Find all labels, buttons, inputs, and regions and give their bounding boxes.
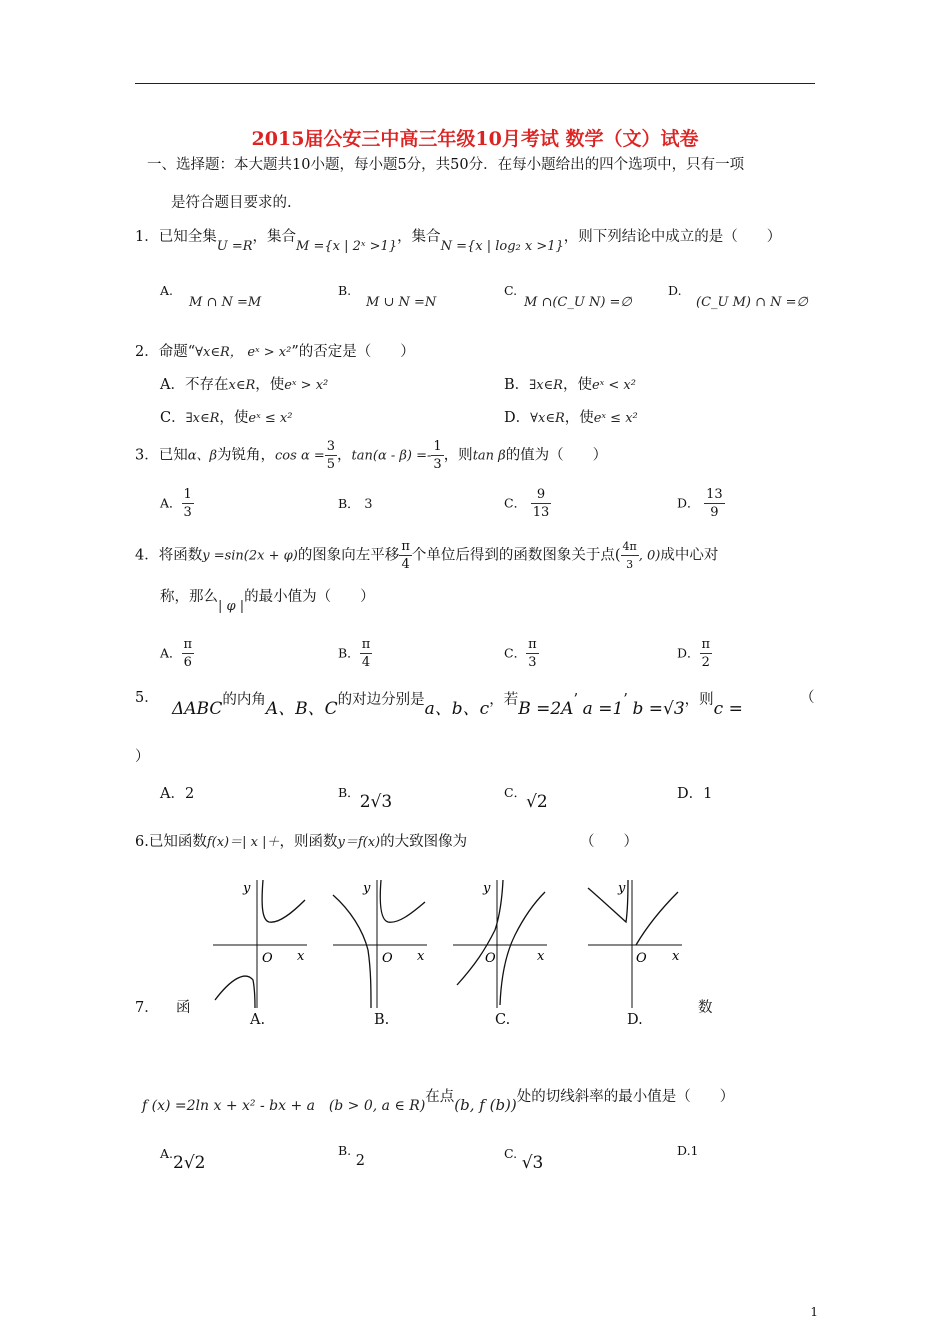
- axis-label-x: x: [417, 949, 425, 964]
- q2-option-math: eˣ < x²: [591, 378, 636, 393]
- q1-option-b-label: B.: [338, 283, 352, 298]
- numerator: 1: [433, 439, 442, 454]
- denominator: 4: [401, 557, 410, 572]
- q4-fraction: [399, 538, 412, 573]
- option-label: C．: [504, 645, 527, 661]
- option-label: C.: [504, 1146, 518, 1161]
- q5-text: 的对边分别是: [337, 692, 425, 708]
- q4-stem-line1: [135, 538, 718, 573]
- denominator: 3: [433, 457, 442, 472]
- q1-stem: [135, 225, 782, 254]
- q2-option-math: eˣ ≤ x²: [248, 411, 293, 426]
- q3-math: α、β: [187, 448, 218, 464]
- q1-option-a: M ∩ N =M: [189, 295, 262, 310]
- q1-option-b: M ∪ N =N: [366, 295, 437, 310]
- q1-math-set-m: M ={x | 2ˣ >1}: [296, 239, 398, 254]
- q5-text: ，则: [684, 692, 714, 708]
- q4-option-d: [677, 636, 712, 671]
- q3-stem: [135, 438, 607, 473]
- q4-option-c: [504, 636, 539, 671]
- fraction: [360, 636, 373, 671]
- q4-text: 个单位后得到的函数图象关于点(: [411, 547, 621, 564]
- denominator: 13: [532, 505, 550, 520]
- q4-text: 4．将函数: [135, 547, 203, 564]
- q2-option-label: C．: [160, 410, 186, 426]
- fraction: [526, 636, 539, 671]
- q4-fraction: [621, 538, 639, 573]
- q7-number: 7．: [135, 1000, 159, 1016]
- curve-right-branch: [262, 880, 305, 922]
- q2-text: 2．命题“: [135, 344, 196, 360]
- denominator: 6: [183, 655, 192, 670]
- q3-text: 的值为（ ）: [505, 447, 608, 464]
- fraction: [704, 486, 725, 521]
- numerator: 3: [326, 439, 336, 454]
- q1-math-set-n: N ={x | log₂ x >1}: [440, 239, 564, 254]
- q3-math-tan: tan(α - β) =-: [351, 448, 432, 464]
- q4-text: 称，那么: [160, 589, 218, 605]
- fraction: [531, 486, 552, 521]
- q7-text: 处的切线斜率的最小值是（ ）: [516, 1089, 735, 1105]
- q1-text: ，集合: [252, 229, 297, 245]
- q5-option-b: [338, 782, 393, 812]
- q2-option-c: [160, 406, 292, 427]
- numerator: 4π: [621, 538, 639, 556]
- q5-text: 的内角: [222, 692, 266, 708]
- q7-text: 在点: [425, 1089, 455, 1105]
- q6-graph-c: [445, 870, 555, 1010]
- q2-option-label: B．: [504, 377, 530, 393]
- q3-text: 3．已知: [135, 447, 188, 464]
- q5-math-sides: a、b、c: [424, 699, 490, 719]
- curve-right-branch: [636, 892, 678, 945]
- numerator: π: [528, 637, 537, 652]
- axis-label-y: y: [483, 881, 491, 896]
- denominator: 9: [710, 505, 719, 520]
- q2-option-text: ，使: [562, 377, 592, 393]
- q3-fraction: [431, 438, 443, 473]
- option-value: 3: [364, 497, 373, 512]
- option-label: D．: [677, 645, 700, 661]
- q2-option-label: A．不存在: [160, 377, 229, 393]
- q3-math-cos: cos α =: [275, 448, 325, 464]
- option-label: C．: [504, 785, 527, 800]
- q6-graph-label-c: C.: [495, 1012, 511, 1028]
- option-value: 2√2: [173, 1153, 206, 1173]
- q3-option-c: [504, 486, 551, 521]
- curve-left-branch: [215, 976, 255, 1008]
- q5-math: B =2A: [518, 699, 574, 719]
- q6-text: 的大致图像为: [380, 834, 468, 850]
- numerator: π: [183, 637, 193, 652]
- numerator: 13: [706, 487, 723, 502]
- option-value: √3: [521, 1153, 544, 1173]
- numerator: 1: [183, 487, 192, 502]
- numerator: 9: [531, 486, 552, 504]
- option-label: A．: [160, 495, 182, 511]
- q5-option-c: [504, 782, 548, 812]
- q1-option-d-label: D.: [668, 283, 682, 298]
- top-rule: [135, 83, 815, 84]
- q7-stem: [142, 1085, 735, 1114]
- q2-option-math: ∀x∈R: [530, 411, 565, 426]
- q2-math-ineq: eˣ > x²: [247, 345, 292, 360]
- section-instruction-line2: 是符合题目要求的.: [171, 195, 292, 211]
- denominator: 4: [361, 655, 371, 670]
- q4-text: 的图象向左平移: [297, 547, 400, 564]
- q1-option-c: M ∩(C_U N) =∅: [524, 295, 632, 310]
- q6-graph-a: [205, 870, 315, 1010]
- q5-math-triangle: ΔABC: [172, 699, 223, 719]
- origin-label: O: [636, 951, 647, 966]
- q2-math-forall: ∀x∈R，: [195, 345, 243, 360]
- q7-math-condition: (b > 0, a ∈ R): [328, 1098, 426, 1114]
- q2-option-math: ∃x∈R: [529, 378, 563, 393]
- q7-option-b: [338, 1143, 366, 1169]
- q4-math-function: y =sin(2x + φ): [202, 548, 298, 564]
- q7-math-point: (b, f (b)): [454, 1096, 517, 1114]
- numerator: π: [401, 539, 410, 554]
- q3-text: 为锐角，: [217, 447, 276, 464]
- axis-label-y: y: [363, 881, 371, 896]
- q5-math: a =1: [582, 699, 624, 719]
- q7-text-han: 函: [176, 1000, 191, 1016]
- fraction: [182, 486, 194, 521]
- q1-text: 1．已知全集: [135, 229, 217, 245]
- q1-text: ，集合: [397, 229, 441, 245]
- fraction: [182, 636, 195, 671]
- q7-text-shu: 数: [698, 1000, 713, 1016]
- q3-option-b: [338, 494, 373, 512]
- curve-left-branch: [333, 895, 371, 1008]
- q2-option-b: [504, 373, 636, 394]
- q2-option-a: [160, 373, 328, 394]
- q3-option-d: [677, 486, 725, 521]
- curve-left-branch: [457, 880, 503, 985]
- origin-label: O: [485, 951, 496, 966]
- q2-option-math: x∈R: [228, 378, 256, 393]
- axis-label-y: y: [243, 881, 251, 896]
- numerator: π: [361, 637, 371, 652]
- q4-text: 的最小值为（ ）: [244, 589, 375, 605]
- q5-math: c =: [713, 699, 743, 719]
- q3-text: ，则: [443, 447, 473, 464]
- q2-option-text: ，使: [564, 410, 594, 426]
- q3-text: ，: [337, 447, 352, 464]
- q1-option-c-label: C.: [504, 283, 518, 298]
- q2-option-math: eˣ > x²: [284, 378, 329, 393]
- q6-text: 6.已知函数: [135, 834, 207, 850]
- option-label: A．: [160, 645, 182, 661]
- option-label: B．: [338, 496, 360, 511]
- q6-math-function: f(x)＝| x |＋: [206, 835, 280, 850]
- q6-graph-b: [325, 870, 435, 1010]
- denominator: 2: [701, 655, 710, 670]
- denominator: 5: [326, 457, 336, 472]
- origin-label: O: [262, 951, 273, 966]
- option-value: √2: [526, 792, 548, 812]
- q1-math-universe: U =R: [216, 239, 253, 254]
- q1-option-d: (C_U M) ∩ N =∅: [696, 295, 808, 310]
- q2-option-text: ，使: [219, 410, 249, 426]
- q5-text: ，若: [489, 692, 519, 708]
- q4-stem-line2: [160, 585, 375, 614]
- curve-right-branch: [380, 880, 425, 922]
- q6-answer-paren: （ ）: [580, 834, 638, 850]
- option-label: A.: [160, 1146, 174, 1161]
- q7-math-function: f (x) =2ln x + x² - bx + a: [142, 1098, 315, 1114]
- q6-graph-label-b: B.: [374, 1012, 390, 1028]
- q6-math: y＝f(x): [337, 835, 381, 850]
- q7-option-c: [504, 1143, 544, 1173]
- axis-label-y: y: [618, 881, 626, 896]
- q6-graph-label-d: D.: [627, 1012, 643, 1028]
- q2-option-math: ∃x∈R: [185, 411, 220, 426]
- q6-stem: [135, 830, 467, 851]
- q6-graph-label-a: A.: [250, 1012, 266, 1028]
- q5-math: b =√3: [632, 699, 685, 719]
- q3-option-a: [160, 486, 194, 521]
- q5-number: 5．: [135, 690, 159, 706]
- q2-option-text: ，使: [255, 377, 285, 393]
- q7-option-d: D.1: [677, 1143, 699, 1158]
- option-label: B.: [338, 1143, 352, 1158]
- page-number: 1: [810, 1305, 818, 1319]
- denominator: 3: [528, 655, 537, 670]
- option-label: B．: [338, 645, 360, 661]
- q2-option-label: D．: [504, 410, 531, 426]
- q6-graph-d: [580, 870, 690, 1010]
- denominator: 3: [626, 558, 634, 571]
- q5-option-a: A．2: [160, 786, 195, 802]
- q5-paren-open: （: [800, 690, 815, 706]
- q3-math: tan β: [472, 448, 506, 464]
- fraction: [700, 636, 713, 671]
- q7-option-a: [160, 1143, 206, 1173]
- q2-option-d: [504, 406, 638, 427]
- q4-math-abs-phi: | φ |: [218, 599, 245, 614]
- q4-text: 成中心对: [660, 547, 719, 564]
- q4-option-a: [160, 636, 194, 671]
- q5-paren-close: ）: [135, 749, 150, 765]
- numerator: π: [701, 637, 711, 652]
- q5-option-d: D．1: [677, 786, 713, 802]
- option-label: C．: [504, 495, 527, 511]
- option-label: D．: [677, 495, 700, 511]
- q2-text: ”的否定是（ ）: [291, 344, 415, 360]
- q5-stem: ΔABC的内角A、B、C的对边分别是a、b、c，若B =2A’ a =1’ b =√3，则c =: [172, 692, 743, 719]
- option-label: B．: [338, 785, 360, 800]
- q1-text: ，则下列结论中成立的是（ ）: [563, 229, 782, 245]
- q6-text: ，则函数: [279, 834, 338, 850]
- q5-math-angles: A、B、C: [265, 699, 338, 719]
- axis-label-x: x: [672, 949, 680, 964]
- q2-option-math: eˣ ≤ x²: [593, 411, 638, 426]
- q1-option-a-label: A.: [160, 283, 174, 298]
- axis-label-x: x: [537, 949, 545, 964]
- page-title: 2015届公安三中高三年级10月考试 数学（文）试卷: [251, 128, 699, 150]
- q4-math: , 0): [638, 548, 661, 564]
- option-value: 2√3: [359, 792, 393, 812]
- q2-stem: [135, 340, 415, 361]
- option-value: 2: [355, 1153, 366, 1169]
- q3-fraction: [325, 438, 337, 473]
- origin-label: O: [382, 951, 393, 966]
- axis-label-x: x: [297, 949, 305, 964]
- denominator: 3: [183, 505, 192, 520]
- q4-option-b: [338, 636, 372, 671]
- section-instruction-line1: 一、选择题：本大题共10小题，每小题5分，共50分．在每小题给出的四个选项中，只有一项: [147, 157, 745, 173]
